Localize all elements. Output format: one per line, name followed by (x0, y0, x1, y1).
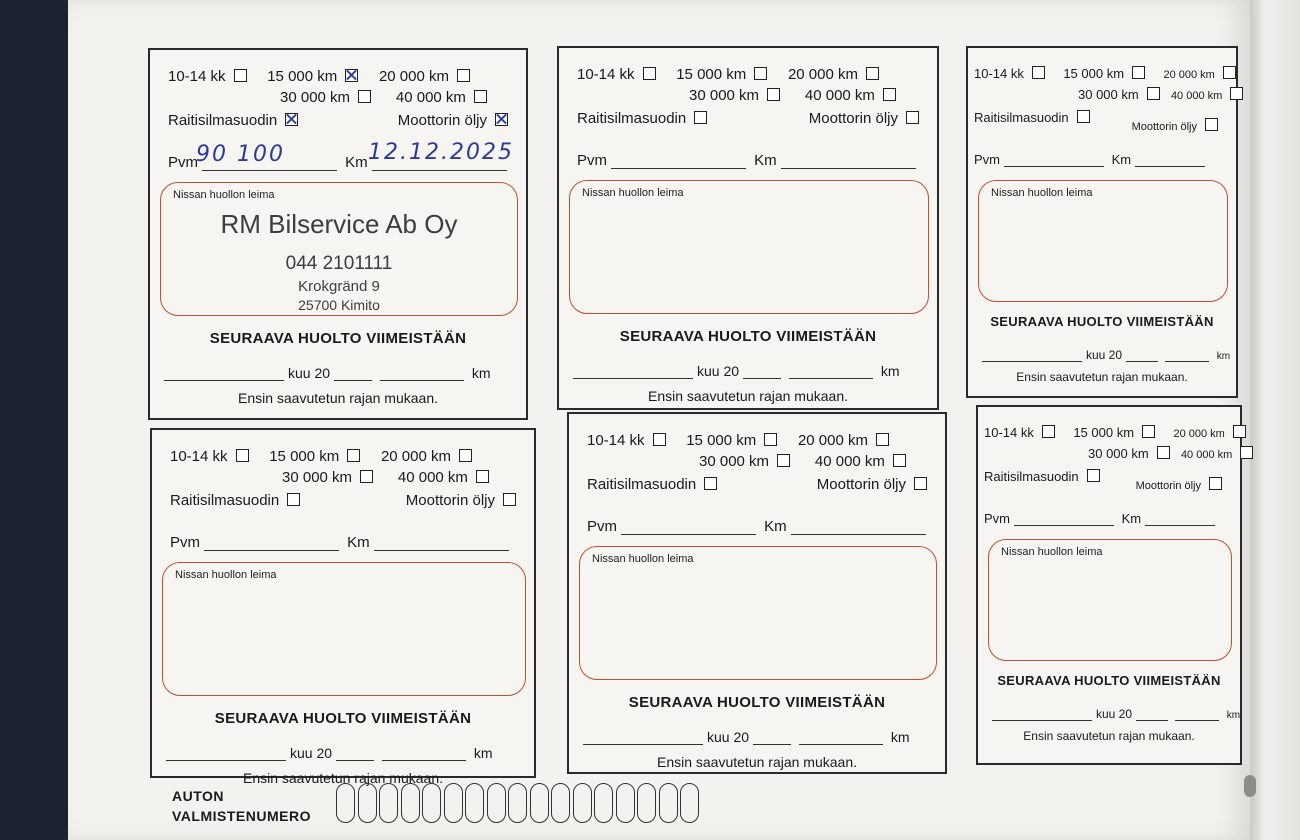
service-card (150, 428, 536, 786)
vin-label-line1: AUTON (172, 788, 225, 804)
option-engine-oil-label: Moottorin öljy (397, 112, 487, 129)
vin-cell[interactable] (594, 783, 613, 823)
checkbox-months[interactable] (236, 449, 249, 462)
service-card (966, 46, 1238, 398)
stamp-area-label: Nissan huollon leima (175, 569, 277, 581)
km-label: Km (345, 154, 368, 171)
stamp-area-label: Nissan huollon leima (1001, 546, 1103, 558)
option-30000km-label: 30 000 km (699, 453, 770, 470)
option-30000km-label: 30 000 km (689, 87, 760, 104)
next-month-label: kuu 20 (707, 729, 750, 745)
booklet-spine (1250, 0, 1300, 840)
next-year-line[interactable] (336, 760, 374, 761)
option-air-filter-label: Raitisilmasuodin (974, 110, 1069, 125)
checkbox-15000km[interactable] (347, 449, 360, 462)
date-label: Pvm (577, 152, 607, 169)
next-km-unit: km (880, 363, 900, 379)
option-engine-oil-label: Moottorin öljy (816, 476, 906, 493)
vin-cell[interactable] (336, 783, 355, 823)
checkbox-20000km[interactable] (457, 69, 470, 82)
option-30000km-label: 30 000 km (1088, 446, 1149, 461)
next-month-label: kuu 20 (697, 363, 740, 379)
next-month-line[interactable] (166, 760, 286, 761)
vin-cell[interactable] (573, 783, 592, 823)
checkbox-30000km[interactable] (767, 88, 780, 101)
service-card (557, 46, 939, 410)
option-months-label: 10-14 kk (170, 448, 228, 465)
option-30000km-label: 30 000 km (280, 89, 351, 106)
next-km-unit: km (1216, 351, 1231, 362)
km-label: Km (754, 152, 777, 169)
next-km-unit: km (471, 365, 491, 381)
stamp-city: 25700 Kimito (298, 297, 380, 313)
service-card (148, 48, 528, 420)
option-months-label: 10-14 kk (577, 66, 635, 83)
option-20000km-label: 20 000 km (797, 432, 868, 449)
checkbox-air-filter[interactable] (1077, 110, 1090, 123)
next-year-line[interactable] (743, 378, 781, 379)
checkbox-20000km[interactable] (866, 67, 879, 80)
checkbox-15000km[interactable] (764, 433, 777, 446)
next-service-title: SEURAAVA HUOLTO VIIMEISTÄÄN (628, 694, 886, 711)
option-40000km-label: 40 000 km (1180, 449, 1233, 461)
checkbox-15000km[interactable] (345, 69, 358, 82)
next-km-unit: km (890, 729, 910, 745)
vin-cell[interactable] (659, 783, 678, 823)
stamp-area-label: Nissan huollon leima (173, 189, 275, 201)
option-engine-oil-label: Moottorin öljy (405, 492, 495, 509)
vin-cell[interactable] (422, 783, 441, 823)
option-20000km-label: 20 000 km (787, 66, 858, 83)
footnote: Ensin saavutetun rajan mukaan. (242, 770, 443, 786)
handwritten-km: 12.12.2025 (368, 140, 514, 165)
stamp-area-label: Nissan huollon leima (582, 187, 684, 199)
option-months-label: 10-14 kk (168, 68, 226, 85)
checkbox-engine-oil[interactable] (503, 493, 516, 506)
checkbox-air-filter[interactable] (287, 493, 300, 506)
option-air-filter-label: Raitisilmasuodin (170, 492, 280, 509)
vin-cell[interactable] (465, 783, 484, 823)
next-km-line[interactable] (380, 380, 464, 381)
service-card (976, 405, 1242, 765)
date-label: Pvm (974, 152, 1000, 167)
option-40000km-label: 40 000 km (1170, 90, 1223, 102)
option-20000km-label: 20 000 km (1173, 428, 1225, 440)
checkbox-months[interactable] (1032, 66, 1045, 79)
option-months-label: 10-14 kk (984, 425, 1034, 440)
next-service-title: SEURAAVA HUOLTO VIIMEISTÄÄN (214, 710, 472, 727)
option-20000km-label: 20 000 km (1163, 69, 1215, 81)
checkbox-engine-oil[interactable] (914, 477, 927, 490)
km-input-line[interactable] (791, 534, 926, 535)
next-km-line[interactable] (1175, 720, 1219, 721)
date-input-line[interactable] (611, 168, 746, 169)
km-label: Km (1111, 152, 1132, 167)
option-30000km-label: 30 000 km (1078, 87, 1139, 102)
checkbox-40000km[interactable] (883, 88, 896, 101)
stamp-phone: 044 2101111 (285, 253, 393, 274)
next-km-unit: km (473, 745, 493, 761)
checkbox-20000km[interactable] (876, 433, 889, 446)
vin-cell[interactable] (444, 783, 463, 823)
footnote: Ensin saavutetun rajan mukaan. (656, 754, 857, 770)
checkbox-30000km[interactable] (358, 90, 371, 103)
checkbox-months[interactable] (653, 433, 666, 446)
next-month-label: kuu 20 (1096, 707, 1133, 721)
vin-cell[interactable] (379, 783, 398, 823)
stamp-area-label: Nissan huollon leima (991, 187, 1093, 199)
next-km-line[interactable] (1165, 361, 1209, 362)
option-months-label: 10-14 kk (974, 66, 1024, 81)
checkbox-30000km[interactable] (777, 454, 790, 467)
footnote: Ensin saavutetun rajan mukaan. (1016, 370, 1188, 384)
option-40000km-label: 40 000 km (814, 453, 885, 470)
service-stamp-area[interactable] (978, 180, 1228, 302)
vin-cell[interactable] (551, 783, 570, 823)
option-engine-oil-label: Moottorin öljy (1131, 121, 1197, 133)
footnote: Ensin saavutetun rajan mukaan. (647, 388, 848, 404)
handwritten-date: 90 100 (196, 142, 285, 167)
date-input-line[interactable] (621, 534, 756, 535)
next-year-line[interactable] (753, 744, 791, 745)
km-input-line[interactable] (781, 168, 916, 169)
option-engine-oil-label: Moottorin öljy (1135, 480, 1201, 492)
km-label: Km (764, 518, 787, 535)
next-service-title: SEURAAVA HUOLTO VIIMEISTÄÄN (990, 314, 1214, 329)
date-input-line[interactable] (1004, 166, 1104, 167)
checkbox-15000km[interactable] (754, 67, 767, 80)
checkbox-months[interactable] (234, 69, 247, 82)
stamp-area-label: Nissan huollon leima (592, 553, 694, 565)
next-service-title: SEURAAVA HUOLTO VIIMEISTÄÄN (619, 328, 877, 345)
date-label: Pvm (984, 511, 1010, 526)
next-year-line[interactable] (1126, 361, 1158, 362)
checkbox-engine-oil[interactable] (495, 113, 508, 126)
next-km-line[interactable] (382, 760, 466, 761)
option-30000km-label: 30 000 km (282, 469, 353, 486)
km-label: Km (347, 534, 370, 551)
next-month-line[interactable] (982, 361, 1082, 362)
next-month-line[interactable] (992, 720, 1092, 721)
option-20000km-label: 20 000 km (380, 448, 451, 465)
service-stamp-area[interactable] (162, 562, 526, 696)
option-40000km-label: 40 000 km (397, 469, 468, 486)
next-month-label: kuu 20 (1086, 348, 1123, 362)
next-month-line[interactable] (583, 744, 703, 745)
checkbox-30000km[interactable] (360, 470, 373, 483)
vin-label-line2: VALMISTENUMERO (172, 808, 311, 824)
option-15000km-label: 15 000 km (269, 448, 340, 465)
checkbox-20000km[interactable] (459, 449, 472, 462)
option-months-label: 10-14 kk (587, 432, 645, 449)
date-input-line[interactable] (204, 550, 339, 551)
vin-cell[interactable] (530, 783, 549, 823)
checkbox-engine-oil[interactable] (906, 111, 919, 124)
next-km-line[interactable] (799, 744, 883, 745)
vin-cell[interactable] (401, 783, 420, 823)
footnote: Ensin saavutetun rajan mukaan. (237, 390, 438, 406)
option-40000km-label: 40 000 km (395, 89, 466, 106)
date-input-line[interactable] (202, 170, 337, 171)
km-input-line[interactable] (372, 170, 507, 171)
vin-cell[interactable] (508, 783, 527, 823)
next-month-line[interactable] (573, 378, 693, 379)
date-label: Pvm (168, 154, 198, 171)
service-card (567, 412, 947, 774)
checkbox-air-filter[interactable] (704, 477, 717, 490)
date-label: Pvm (587, 518, 617, 535)
checkbox-40000km[interactable] (476, 470, 489, 483)
vin-cell[interactable] (487, 783, 506, 823)
checkbox-air-filter[interactable] (285, 113, 298, 126)
next-month-label: kuu 20 (290, 745, 333, 761)
option-15000km-label: 15 000 km (1073, 425, 1135, 440)
binding-hole (1244, 775, 1256, 797)
checkbox-air-filter[interactable] (1087, 469, 1100, 482)
checkbox-40000km[interactable] (1230, 87, 1243, 100)
checkbox-engine-oil[interactable] (1205, 118, 1218, 131)
stamp-company-name: RM Bilservice Ab Oy (220, 209, 458, 239)
option-air-filter-label: Raitisilmasuodin (168, 112, 278, 129)
service-stamp-area[interactable] (579, 546, 937, 680)
service-stamp-area[interactable] (160, 182, 518, 316)
km-input-line[interactable] (1145, 525, 1215, 526)
checkbox-30000km[interactable] (1157, 446, 1170, 459)
next-year-line[interactable] (1136, 720, 1168, 721)
footnote: Ensin saavutetun rajan mukaan. (1023, 729, 1195, 743)
option-air-filter-label: Raitisilmasuodin (984, 469, 1079, 484)
km-label: Km (1121, 511, 1142, 526)
option-20000km-label: 20 000 km (378, 68, 449, 85)
checkbox-40000km[interactable] (474, 90, 487, 103)
checkbox-20000km[interactable] (1223, 66, 1236, 79)
checkbox-engine-oil[interactable] (1209, 477, 1222, 490)
checkbox-air-filter[interactable] (694, 111, 707, 124)
checkbox-30000km[interactable] (1147, 87, 1160, 100)
stamp-street: Krokgränd 9 (298, 278, 380, 295)
next-month-line[interactable] (164, 380, 284, 381)
date-label: Pvm (170, 534, 200, 551)
next-km-line[interactable] (789, 378, 873, 379)
next-year-line[interactable] (334, 380, 372, 381)
vin-cell[interactable] (358, 783, 377, 823)
next-month-label: kuu 20 (288, 365, 331, 381)
vin-cell[interactable] (637, 783, 656, 823)
service-stamp-area[interactable] (569, 180, 929, 314)
checkbox-15000km[interactable] (1142, 425, 1155, 438)
checkbox-20000km[interactable] (1233, 425, 1246, 438)
option-engine-oil-label: Moottorin öljy (808, 110, 898, 127)
checkbox-40000km[interactable] (1240, 446, 1253, 459)
km-input-line[interactable] (374, 550, 509, 551)
next-service-title: SEURAAVA HUOLTO VIIMEISTÄÄN (209, 330, 467, 347)
next-km-unit: km (1226, 710, 1241, 721)
option-15000km-label: 15 000 km (267, 68, 338, 85)
next-service-title: SEURAAVA HUOLTO VIIMEISTÄÄN (997, 673, 1221, 688)
checkbox-months[interactable] (1042, 425, 1055, 438)
option-air-filter-label: Raitisilmasuodin (577, 110, 687, 127)
km-input-line[interactable] (1135, 166, 1205, 167)
service-stamp-area[interactable] (988, 539, 1232, 661)
option-15000km-label: 15 000 km (676, 66, 747, 83)
checkbox-months[interactable] (643, 67, 656, 80)
option-15000km-label: 15 000 km (1063, 66, 1125, 81)
date-input-line[interactable] (1014, 525, 1114, 526)
option-40000km-label: 40 000 km (804, 87, 875, 104)
option-air-filter-label: Raitisilmasuodin (587, 476, 697, 493)
vin-cell[interactable] (680, 783, 699, 823)
checkbox-40000km[interactable] (893, 454, 906, 467)
option-15000km-label: 15 000 km (686, 432, 757, 449)
vin-cell[interactable] (616, 783, 635, 823)
checkbox-15000km[interactable] (1132, 66, 1145, 79)
